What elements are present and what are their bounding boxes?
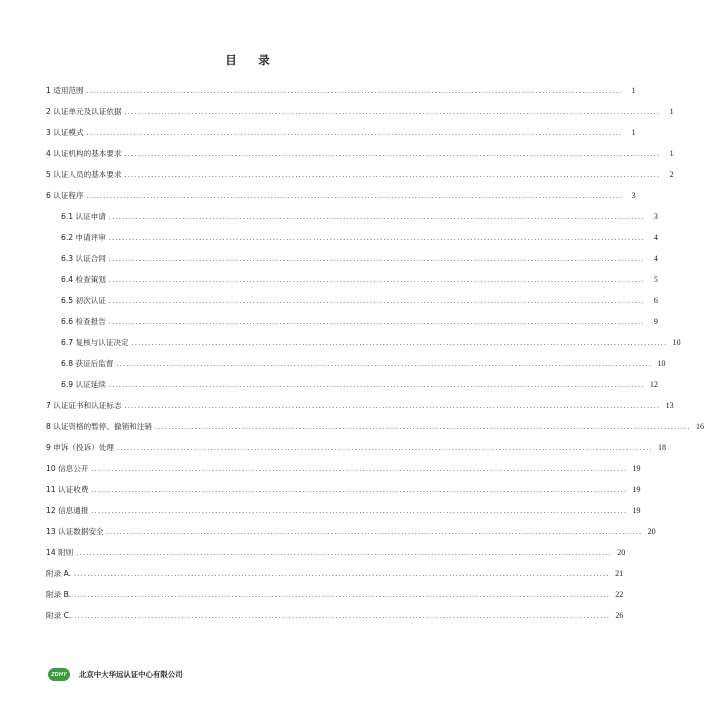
toc-entry-label: 11 认证收费 bbox=[46, 484, 89, 494]
toc-entry[interactable] bbox=[46, 458, 641, 479]
toc-entry[interactable] bbox=[46, 122, 636, 143]
toc-entry[interactable] bbox=[46, 290, 658, 311]
table-of-contents bbox=[46, 80, 704, 626]
page-title: 目 录 bbox=[225, 53, 275, 67]
toc-entry-label: 6.7 复核与认证决定 bbox=[61, 337, 129, 347]
toc-entry-label: 4 认证机构的基本要求 bbox=[46, 148, 122, 158]
toc-leader-dots: ................................................................................................................................................................ bbox=[91, 485, 628, 494]
toc-entry-page: 1 bbox=[631, 127, 636, 137]
toc-entry-label: 7 认证证书和认证标志 bbox=[46, 400, 122, 410]
toc-leader-dots: ................................................................................................................................................................ bbox=[154, 422, 691, 431]
toc-leader-dots: ................................................................................................................................................................ bbox=[124, 401, 661, 410]
toc-entry[interactable] bbox=[46, 80, 636, 101]
toc-entry-label: 2 认证单元及认证依据 bbox=[46, 106, 122, 116]
toc-entry[interactable] bbox=[46, 164, 674, 185]
toc-entry-page: 5 bbox=[653, 274, 658, 284]
toc-entry-label: 12 信息通报 bbox=[46, 505, 89, 515]
toc-entry-page: 18 bbox=[658, 442, 666, 452]
company-logo bbox=[48, 668, 70, 681]
toc-leader-dots: ................................................................................................................................................................ bbox=[108, 254, 645, 263]
toc-entry[interactable] bbox=[46, 269, 658, 290]
toc-entry-page: 19 bbox=[632, 463, 641, 473]
toc-entry[interactable] bbox=[46, 521, 656, 542]
toc-entry-page: 20 bbox=[617, 547, 626, 557]
toc-entry-label: 附录 A. bbox=[46, 568, 72, 578]
toc-entry-page: 1 bbox=[669, 148, 674, 158]
toc-leader-dots: ................................................................................................................................................................ bbox=[91, 506, 628, 515]
toc-entry-label: 6.9 认证延续 bbox=[61, 379, 106, 389]
toc-entry-page: 4 bbox=[653, 232, 658, 242]
toc-entry-page: 16 bbox=[695, 421, 704, 431]
toc-entry[interactable] bbox=[46, 395, 674, 416]
toc-entry-label: 附录 C. bbox=[46, 610, 72, 620]
toc-entry-page: 9 bbox=[653, 316, 658, 326]
toc-entry-label: 6.8 获证后监督 bbox=[61, 358, 114, 368]
toc-entry[interactable] bbox=[46, 374, 658, 395]
toc-entry[interactable] bbox=[46, 479, 641, 500]
toc-entry[interactable] bbox=[46, 584, 624, 605]
toc-entry-page: 2 bbox=[669, 169, 674, 179]
toc-entry-page: 10 bbox=[657, 358, 666, 368]
toc-entry-page: 21 bbox=[615, 568, 624, 578]
toc-entry-label: 6.5 初次认证 bbox=[61, 295, 106, 305]
toc-entry[interactable] bbox=[46, 143, 674, 164]
toc-leader-dots: ................................................................................................................................................................ bbox=[76, 548, 613, 557]
toc-leader-dots: ................................................................................................................................................................ bbox=[108, 296, 645, 305]
toc-entry[interactable] bbox=[46, 332, 681, 353]
toc-entry-label: 6.6 检查报告 bbox=[61, 316, 106, 326]
toc-entry[interactable] bbox=[46, 437, 666, 458]
toc-leader-dots: ................................................................................................................................................................ bbox=[116, 359, 653, 368]
toc-entry-page: 1 bbox=[631, 85, 636, 95]
toc-entry[interactable] bbox=[46, 500, 641, 521]
toc-entry[interactable] bbox=[46, 206, 658, 227]
toc-leader-dots: ................................................................................................................................................................ bbox=[91, 464, 628, 473]
toc-entry-label: 3 认证模式 bbox=[46, 127, 84, 137]
toc-leader-dots: ................................................................................................................................................................ bbox=[124, 149, 661, 158]
toc-entry-label: 6.4 检查策划 bbox=[61, 274, 106, 284]
toc-entry-page: 4 bbox=[653, 253, 658, 263]
toc-entry-label: 14 附则 bbox=[46, 547, 74, 557]
toc-leader-dots: ................................................................................................................................................................ bbox=[124, 107, 661, 116]
toc-entry-page: 19 bbox=[632, 484, 641, 494]
toc-entry[interactable] bbox=[46, 605, 624, 626]
toc-entry-label: 5 认证人员的基本要求 bbox=[46, 169, 122, 179]
toc-leader-dots: ................................................................................................................................................................ bbox=[108, 212, 645, 221]
toc-entry-label: 9 申诉（投诉）处理 bbox=[46, 442, 114, 452]
toc-entry-label: 1 适用范围 bbox=[46, 85, 84, 95]
toc-entry-label: 10 信息公开 bbox=[46, 463, 89, 473]
toc-entry[interactable] bbox=[46, 185, 636, 206]
toc-entry-page: 19 bbox=[632, 505, 641, 515]
toc-leader-dots: ................................................................................................................................................................ bbox=[117, 443, 653, 452]
toc-leader-dots: ................................................................................................................................................................ bbox=[74, 611, 611, 620]
toc-entry-label: 附录 B. bbox=[46, 589, 72, 599]
toc-leader-dots: ................................................................................................................................................................ bbox=[86, 191, 623, 200]
toc-entry[interactable] bbox=[46, 248, 658, 269]
toc-leader-dots: ................................................................................................................................................................ bbox=[74, 569, 611, 578]
toc-leader-dots: ................................................................................................................................................................ bbox=[124, 170, 661, 179]
toc-entry[interactable] bbox=[46, 563, 624, 584]
toc-entry-page: 3 bbox=[631, 190, 636, 200]
toc-entry-label: 13 认证数据安全 bbox=[46, 526, 104, 536]
toc-leader-dots: ................................................................................................................................................................ bbox=[86, 86, 623, 95]
toc-entry-label: 6 认证程序 bbox=[46, 190, 84, 200]
toc-entry-page: 20 bbox=[647, 526, 656, 536]
toc-leader-dots: ................................................................................................................................................................ bbox=[131, 338, 668, 347]
toc-entry[interactable] bbox=[46, 311, 658, 332]
logo-text: ZDHY bbox=[51, 671, 67, 678]
toc-entry[interactable] bbox=[46, 101, 674, 122]
toc-leader-dots: ................................................................................................................................................................ bbox=[108, 275, 645, 284]
toc-entry-page: 12 bbox=[649, 379, 658, 389]
toc-entry-label: 6.1 认证申请 bbox=[61, 211, 106, 221]
toc-entry-page: 13 bbox=[665, 400, 674, 410]
toc-entry-page: 26 bbox=[615, 610, 624, 620]
toc-entry-label: 8 认证资格的暂停、撤销和注销 bbox=[46, 421, 152, 431]
toc-entry-page: 3 bbox=[653, 211, 658, 221]
toc-entry-page: 22 bbox=[615, 589, 624, 599]
toc-leader-dots: ................................................................................................................................................................ bbox=[106, 527, 643, 536]
toc-leader-dots: ................................................................................................................................................................ bbox=[108, 317, 645, 326]
toc-entry-label: 6.2 申请评审 bbox=[61, 232, 106, 242]
toc-entry-page: 1 bbox=[669, 106, 674, 116]
company-name: 北京中大华远认证中心有限公司 bbox=[79, 670, 183, 679]
toc-entry[interactable] bbox=[46, 353, 666, 374]
toc-leader-dots: ................................................................................................................................................................ bbox=[108, 233, 645, 242]
toc-leader-dots: ................................................................................................................................................................ bbox=[108, 380, 645, 389]
toc-entry[interactable] bbox=[46, 227, 658, 248]
page-footer bbox=[48, 668, 182, 681]
toc-leader-dots: ................................................................................................................................................................ bbox=[74, 590, 611, 599]
toc-leader-dots: ................................................................................................................................................................ bbox=[86, 128, 623, 137]
toc-entry-page: 6 bbox=[653, 295, 658, 305]
toc-entry[interactable] bbox=[46, 416, 704, 437]
toc-entry-page: 10 bbox=[672, 337, 681, 347]
toc-entry[interactable] bbox=[46, 542, 626, 563]
toc-entry-label: 6.3 认证合同 bbox=[61, 253, 106, 263]
